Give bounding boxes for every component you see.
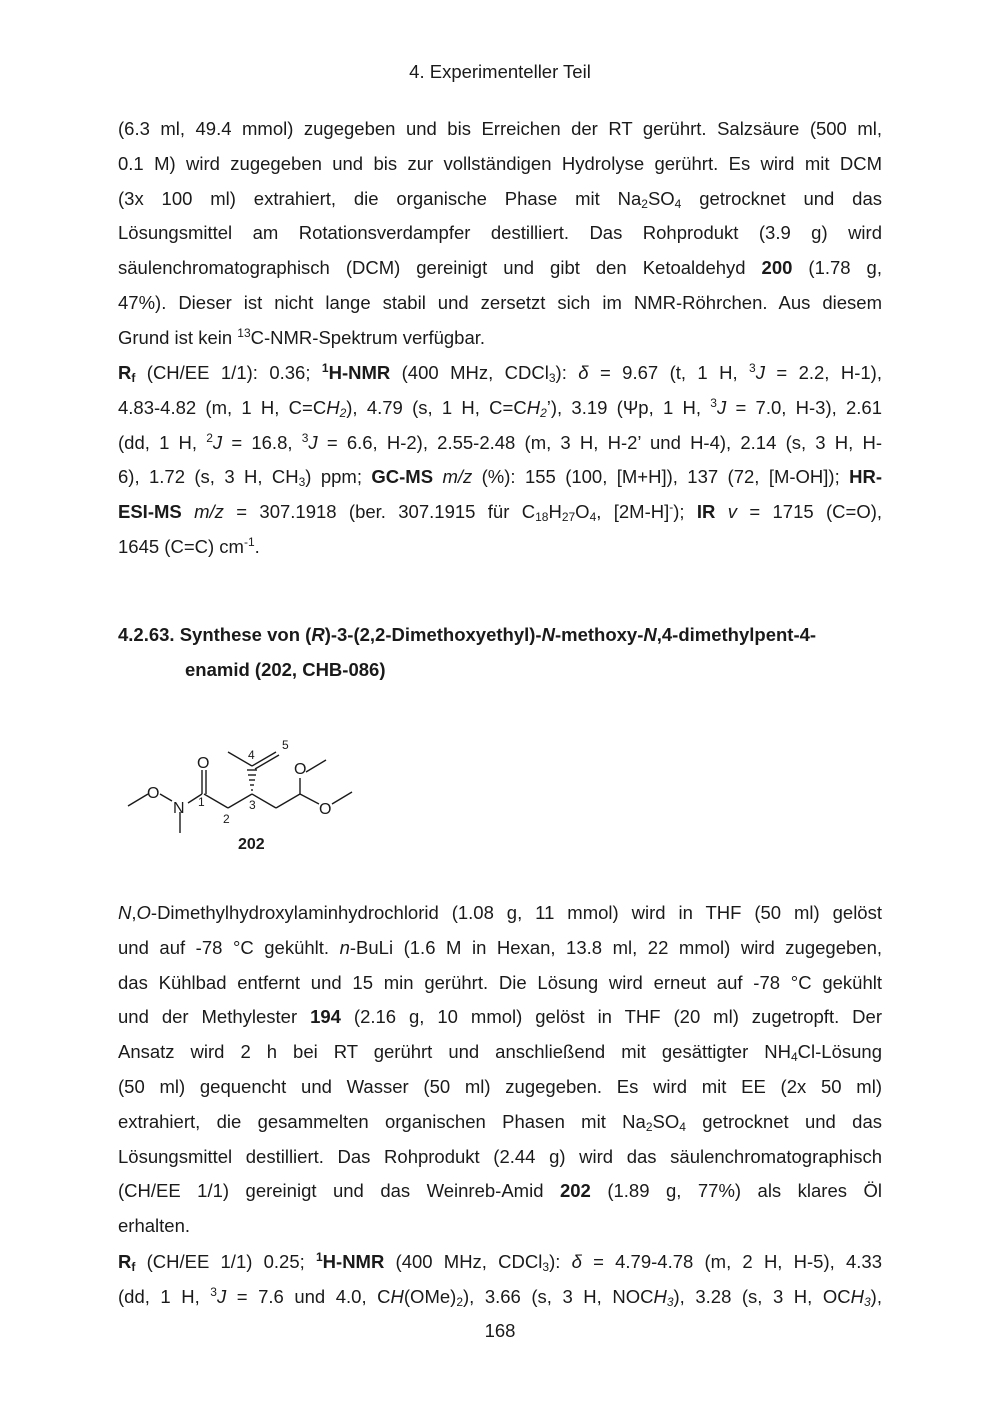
locant-label: 3 [249,798,256,812]
bond [306,760,326,772]
text-line: und der Methylester 194 (2.16 g, 10 mmol) gelöst in THF (20 ml) zugetropft. Der [118,1006,882,1028]
text-line: erhalten. [118,1215,190,1237]
text-line: (3x 100 ml) extrahiert, die organische Phase mit $Na_2SO_4$ getrocknet und das [118,187,882,211]
bond [160,794,172,801]
atom-label: O [147,785,160,802]
locant-label: 4 [248,748,255,762]
text-line: 4.83-4.82 (m, 1 H, $C=CH_2$), 4.79 (s, 1 H, $C=CH_2$’), 3.19 (Ψp, 1 H, $^3$J = 7.0, H-3), 2.61 [118,395,882,420]
text-line: 0.1 M) wird zugegeben und bis zur vollständigen Hydrolyse gerührt. Es wird mit DCM [118,152,882,174]
text-line: N,O-Dimethylhydroxylaminhydrochlorid (1.08 g, 11 mmol) wird in THF (50 ml) gelöst [118,902,882,923]
compound-number: 202 [238,836,265,853]
text-line: Ansatz wird 2 h bei RT gerührt und anschließend mit gesättigter $NH_4Cl$-Lösung [118,1041,882,1065]
analytical-data [118,1245,882,1315]
text-line: 47%). Dieser ist nicht lange stabil und zersetzt sich im NMR-Röhrchen. Aus diesem [118,291,882,313]
text-line: (dd, 1 H, $^3$J = 7.6 und 4.0, $CH(OMe)_2$), 3.66 (s, 3 H, $NOCH_3$), 3.28 (s, 3 H, $OCH_3$), [118,1284,882,1309]
paragraph-continuation [118,112,882,356]
text-line: das Kühlbad entfernt und 15 min gerührt. Die Lösung wird erneut auf -78 °C gekühlt [118,971,882,993]
text-line: $R_f$ (CH/EE 1/1): 0.36; $^1$H-NMR (400 MHz, CDCl$_3$): δ = 9.67 (t, 1 H, $^3$J = 2.2, H-1), [118,361,882,385]
atom-label: O [319,801,332,818]
text-line: Grund ist kein $^{13}$C-NMR-Spektrum verfügbar. [118,325,486,348]
text-line: 1645 (C=C) $cm^{-1}$. [118,534,260,557]
text-line: (CH/EE 1/1) gereinigt und das Weinreb-Amid 202 (1.89 g, 77%) als klares Öl [118,1180,882,1202]
bond [300,794,319,804]
text-line: Lösungsmittel destilliert. Das Rohprodukt (2.44 g) wird das säulenchromatographisch [118,1145,882,1167]
bond [128,794,148,806]
bond [332,792,352,804]
atom-label: N [173,800,185,817]
text-line: ESI-MS m/z = 307.1918 (ber. 307.1915 für $C_{18}H_{27}O_4$, [2M-H]-); IR v = 1715 (C=O), [118,500,882,525]
bond [276,794,300,808]
bond [204,794,228,808]
atom-label: O [197,755,210,772]
hashed-wedge-bond [247,770,257,790]
locant-label: 5 [282,738,289,752]
text-line: und auf -78 °C gekühlt. n-BuLi (1.6 M in Hexan, 13.8 ml, 22 mmol) wird zugegeben, [118,936,882,958]
locant-label: 1 [198,795,205,809]
page-number: 168 [484,1320,516,1341]
experimental-procedure [118,896,882,1244]
analytical-data [118,356,882,565]
page-header: 4. Experimenteller Teil [409,61,591,82]
text-line: (50 ml) gequencht und Wasser (50 ml) zugegeben. Es wird mit EE (2x 50 ml) [118,1075,882,1097]
text-line: (dd, 1 H, $^2$J = 16.8, $^3$J = 6.6, H-2), 2.55-2.48 (m, 3 H, H-2’ und H-4), 2.14 (s, 3 H, H- [118,430,882,453]
atom-label: O [294,761,307,778]
text-line: Lösungsmittel am Rotationsverdampfer destilliert. Das Rohprodukt (3.9 g) wird [118,222,882,244]
text-line: säulenchromatographisch (DCM) gereinigt und gibt den Ketoaldehyd 200 (1.78 g, [118,257,882,279]
text-line: extrahiert, die gesammelten organischen Phasen mit $Na_2SO_4$ getrocknet und das [118,1110,882,1134]
text-line: $R_f$ (CH/EE 1/1) 0.25; $^1$H-NMR (400 MHz, CDCl$_3$): δ = 4.79-4.78 (m, 2 H, H-5), 4.33 [118,1250,882,1274]
text-line: (6.3 ml, 49.4 mmol) zugegeben und bis Erreichen der RT gerührt. Salzsäure (500 ml, [118,118,882,139]
text-line: 6), 1.72 (s, 3 H, $CH_3$) ppm; GC-MS m/z (%): 155 (100, [M+H]), 137 (72, [M-OH]); HR- [118,466,882,490]
section-heading: 4.2.63. Synthese von (R)-3-(2,2-Dimethoxyethyl)-N-methoxy-N,4-dimethylpent-4- enamid (202, CHB-086) [118,624,817,680]
locant-label: 2 [223,812,230,826]
